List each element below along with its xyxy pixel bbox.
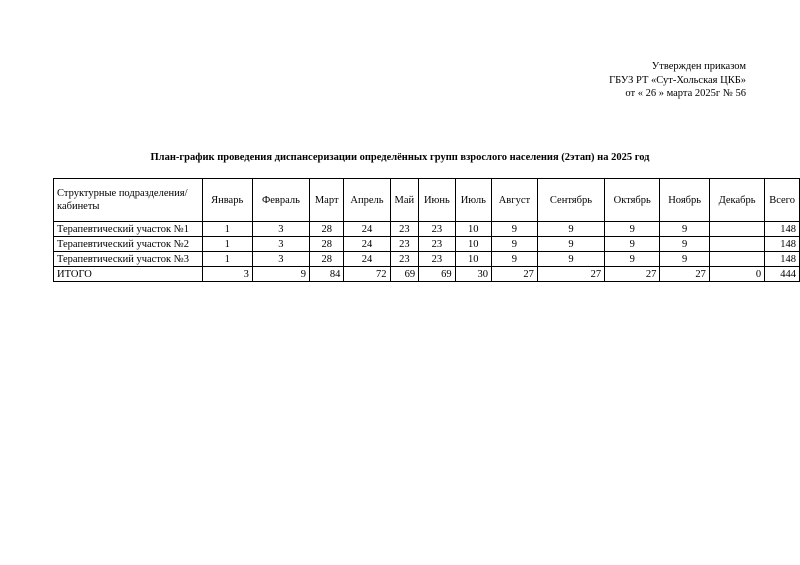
row-department: Терапевтический участок №1	[54, 222, 203, 237]
cell-july: 30	[455, 267, 491, 282]
cell-november: 9	[660, 222, 710, 237]
cell-june: 69	[419, 267, 455, 282]
header-september: Сентябрь	[537, 179, 604, 222]
cell-november: 9	[660, 237, 710, 252]
table-row	[54, 222, 800, 237]
cell-march: 28	[309, 252, 343, 267]
header-may: Май	[390, 179, 419, 222]
cell-january: 1	[202, 237, 252, 252]
cell-june: 23	[419, 252, 455, 267]
header-april: Апрель	[344, 179, 390, 222]
cell-october: 9	[605, 222, 660, 237]
table-header-row	[54, 179, 800, 222]
cell-october: 9	[605, 252, 660, 267]
cell-january: 1	[202, 222, 252, 237]
cell-february: 3	[252, 222, 309, 237]
cell-january: 1	[202, 252, 252, 267]
cell-august: 9	[491, 222, 537, 237]
header-department: Структурные подразделения/ кабинеты	[54, 179, 203, 222]
cell-may: 23	[390, 252, 419, 267]
cell-april: 24	[344, 252, 390, 267]
row-department: ИТОГО	[54, 267, 203, 282]
cell-total: 148	[765, 252, 800, 267]
header-march: Март	[309, 179, 343, 222]
cell-february: 3	[252, 252, 309, 267]
cell-may: 23	[390, 237, 419, 252]
document-title: План-график проведения диспансеризации определённых групп взрослого населения (2этап) на 2025 год	[150, 152, 650, 163]
header-november: Ноябрь	[660, 179, 710, 222]
approval-block	[609, 60, 746, 101]
plan-table	[53, 178, 800, 282]
cell-total: 444	[765, 267, 800, 282]
row-department: Терапевтический участок №2	[54, 237, 203, 252]
header-december: Декабрь	[709, 179, 764, 222]
header-july: Июль	[455, 179, 491, 222]
cell-october: 27	[605, 267, 660, 282]
cell-november: 27	[660, 267, 710, 282]
cell-total: 148	[765, 237, 800, 252]
cell-july: 10	[455, 222, 491, 237]
cell-july: 10	[455, 252, 491, 267]
cell-september: 27	[537, 267, 604, 282]
cell-september: 9	[537, 252, 604, 267]
cell-october: 9	[605, 237, 660, 252]
table-row	[54, 252, 800, 267]
cell-february: 3	[252, 237, 309, 252]
cell-december	[709, 237, 764, 252]
header-total: Всего	[765, 179, 800, 222]
cell-december	[709, 222, 764, 237]
cell-january: 3	[202, 267, 252, 282]
cell-march: 28	[309, 237, 343, 252]
cell-december: 0	[709, 267, 764, 282]
approval-line-2: ГБУЗ РТ «Сут-Хольская ЦКБ»	[609, 74, 746, 86]
cell-total: 148	[765, 222, 800, 237]
cell-august: 9	[491, 237, 537, 252]
cell-september: 9	[537, 222, 604, 237]
table-row	[54, 237, 800, 252]
cell-november: 9	[660, 252, 710, 267]
row-department: Терапевтический участок №3	[54, 252, 203, 267]
cell-may: 69	[390, 267, 419, 282]
cell-august: 27	[491, 267, 537, 282]
approval-line-1: Утвержден приказом	[651, 61, 746, 72]
cell-march: 28	[309, 222, 343, 237]
cell-april: 24	[344, 237, 390, 252]
cell-february: 9	[252, 267, 309, 282]
table-row-total	[54, 267, 800, 282]
cell-april: 24	[344, 222, 390, 237]
approval-line-3: от « 26 » марта 2025г № 56	[625, 88, 746, 99]
header-february: Февраль	[252, 179, 309, 222]
cell-august: 9	[491, 252, 537, 267]
cell-may: 23	[390, 222, 419, 237]
header-june: Июнь	[419, 179, 455, 222]
cell-september: 9	[537, 237, 604, 252]
cell-december	[709, 252, 764, 267]
header-october: Октябрь	[605, 179, 660, 222]
cell-june: 23	[419, 222, 455, 237]
cell-july: 10	[455, 237, 491, 252]
header-august: Август	[491, 179, 537, 222]
cell-march: 84	[309, 267, 343, 282]
cell-june: 23	[419, 237, 455, 252]
header-january: Январь	[202, 179, 252, 222]
cell-april: 72	[344, 267, 390, 282]
